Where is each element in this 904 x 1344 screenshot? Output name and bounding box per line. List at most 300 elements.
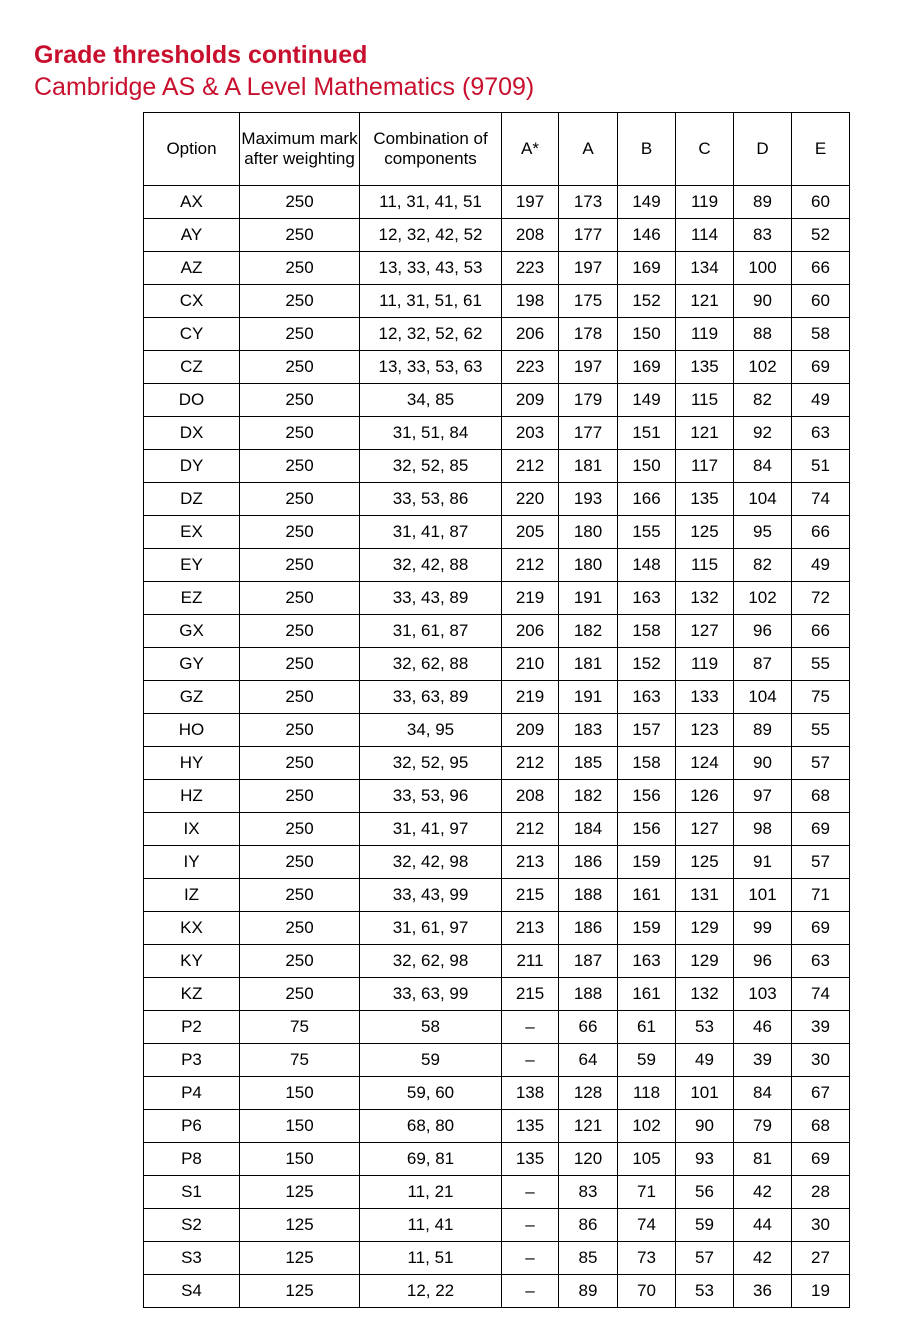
d-cell: 89	[734, 714, 792, 747]
max-mark-cell: 250	[240, 285, 360, 318]
e-cell: 66	[792, 252, 850, 285]
b-cell: 169	[618, 252, 676, 285]
c-cell: 119	[676, 648, 734, 681]
a-star-cell: –	[502, 1044, 559, 1077]
option-cell: P6	[144, 1110, 240, 1143]
e-cell: 60	[792, 285, 850, 318]
option-cell: GZ	[144, 681, 240, 714]
max-mark-cell: 250	[240, 945, 360, 978]
header-grade-a: A	[559, 113, 618, 186]
table-row	[144, 1011, 850, 1044]
a-star-cell: 211	[502, 945, 559, 978]
table-row	[144, 912, 850, 945]
combination-cell: 12, 32, 42, 52	[360, 219, 502, 252]
a-star-cell: 219	[502, 582, 559, 615]
table-row	[144, 285, 850, 318]
table-header-row	[144, 113, 850, 186]
option-cell: EZ	[144, 582, 240, 615]
d-cell: 96	[734, 615, 792, 648]
a-star-cell: 219	[502, 681, 559, 714]
a-star-cell: 208	[502, 780, 559, 813]
d-cell: 103	[734, 978, 792, 1011]
a-star-cell: –	[502, 1242, 559, 1275]
b-cell: 148	[618, 549, 676, 582]
a-cell: 128	[559, 1077, 618, 1110]
d-cell: 88	[734, 318, 792, 351]
d-cell: 96	[734, 945, 792, 978]
b-cell: 159	[618, 846, 676, 879]
a-star-cell: 206	[502, 318, 559, 351]
d-cell: 46	[734, 1011, 792, 1044]
max-mark-cell: 250	[240, 681, 360, 714]
b-cell: 118	[618, 1077, 676, 1110]
d-cell: 87	[734, 648, 792, 681]
table-row	[144, 351, 850, 384]
e-cell: 74	[792, 483, 850, 516]
table-row	[144, 549, 850, 582]
a-star-cell: 209	[502, 714, 559, 747]
a-cell: 173	[559, 186, 618, 219]
e-cell: 55	[792, 648, 850, 681]
a-star-cell: 203	[502, 417, 559, 450]
b-cell: 157	[618, 714, 676, 747]
max-mark-cell: 250	[240, 351, 360, 384]
a-cell: 193	[559, 483, 618, 516]
a-cell: 175	[559, 285, 618, 318]
combination-cell: 13, 33, 53, 63	[360, 351, 502, 384]
option-cell: EY	[144, 549, 240, 582]
c-cell: 114	[676, 219, 734, 252]
header-grade-a-star: A*	[502, 113, 559, 186]
c-cell: 129	[676, 912, 734, 945]
d-cell: 82	[734, 384, 792, 417]
e-cell: 69	[792, 351, 850, 384]
c-cell: 115	[676, 549, 734, 582]
a-star-cell: 223	[502, 351, 559, 384]
max-mark-cell: 250	[240, 417, 360, 450]
e-cell: 30	[792, 1209, 850, 1242]
b-cell: 161	[618, 978, 676, 1011]
combination-cell: 13, 33, 43, 53	[360, 252, 502, 285]
c-cell: 121	[676, 417, 734, 450]
a-cell: 184	[559, 813, 618, 846]
a-cell: 179	[559, 384, 618, 417]
option-cell: DY	[144, 450, 240, 483]
option-cell: IY	[144, 846, 240, 879]
e-cell: 19	[792, 1275, 850, 1308]
table-row	[144, 483, 850, 516]
d-cell: 42	[734, 1242, 792, 1275]
combination-cell: 11, 31, 51, 61	[360, 285, 502, 318]
option-cell: KX	[144, 912, 240, 945]
a-star-cell: 212	[502, 813, 559, 846]
a-star-cell: 212	[502, 549, 559, 582]
e-cell: 39	[792, 1011, 850, 1044]
c-cell: 56	[676, 1176, 734, 1209]
a-star-cell: 223	[502, 252, 559, 285]
option-cell: S3	[144, 1242, 240, 1275]
a-cell: 187	[559, 945, 618, 978]
e-cell: 72	[792, 582, 850, 615]
combination-cell: 33, 53, 96	[360, 780, 502, 813]
a-cell: 191	[559, 582, 618, 615]
combination-cell: 34, 95	[360, 714, 502, 747]
d-cell: 83	[734, 219, 792, 252]
b-cell: 61	[618, 1011, 676, 1044]
option-cell: HZ	[144, 780, 240, 813]
e-cell: 49	[792, 549, 850, 582]
combination-cell: 12, 22	[360, 1275, 502, 1308]
combination-cell: 32, 62, 88	[360, 648, 502, 681]
max-mark-cell: 250	[240, 516, 360, 549]
b-cell: 146	[618, 219, 676, 252]
c-cell: 132	[676, 582, 734, 615]
b-cell: 105	[618, 1143, 676, 1176]
table-row	[144, 879, 850, 912]
b-cell: 102	[618, 1110, 676, 1143]
a-star-cell: 135	[502, 1110, 559, 1143]
option-cell: GY	[144, 648, 240, 681]
option-cell: AZ	[144, 252, 240, 285]
b-cell: 70	[618, 1275, 676, 1308]
table-row	[144, 186, 850, 219]
table-row	[144, 648, 850, 681]
c-cell: 101	[676, 1077, 734, 1110]
header-grade-d: D	[734, 113, 792, 186]
a-cell: 89	[559, 1275, 618, 1308]
c-cell: 117	[676, 450, 734, 483]
a-star-cell: –	[502, 1209, 559, 1242]
b-cell: 152	[618, 648, 676, 681]
c-cell: 127	[676, 813, 734, 846]
d-cell: 101	[734, 879, 792, 912]
b-cell: 73	[618, 1242, 676, 1275]
a-star-cell: 197	[502, 186, 559, 219]
table-row	[144, 1077, 850, 1110]
combination-cell: 33, 63, 99	[360, 978, 502, 1011]
b-cell: 151	[618, 417, 676, 450]
b-cell: 158	[618, 747, 676, 780]
d-cell: 97	[734, 780, 792, 813]
combination-cell: 33, 53, 86	[360, 483, 502, 516]
b-cell: 163	[618, 582, 676, 615]
e-cell: 49	[792, 384, 850, 417]
option-cell: HO	[144, 714, 240, 747]
combination-cell: 32, 52, 95	[360, 747, 502, 780]
a-star-cell: –	[502, 1176, 559, 1209]
option-cell: AX	[144, 186, 240, 219]
d-cell: 84	[734, 1077, 792, 1110]
a-star-cell: 215	[502, 978, 559, 1011]
combination-cell: 59	[360, 1044, 502, 1077]
e-cell: 51	[792, 450, 850, 483]
option-cell: P2	[144, 1011, 240, 1044]
a-cell: 121	[559, 1110, 618, 1143]
header-grade-c: C	[676, 113, 734, 186]
option-cell: DZ	[144, 483, 240, 516]
d-cell: 92	[734, 417, 792, 450]
e-cell: 68	[792, 1110, 850, 1143]
combination-cell: 31, 61, 87	[360, 615, 502, 648]
a-cell: 64	[559, 1044, 618, 1077]
header-maximum-mark: Maximum mark after weighting	[240, 113, 360, 186]
max-mark-cell: 250	[240, 450, 360, 483]
c-cell: 126	[676, 780, 734, 813]
max-mark-cell: 150	[240, 1143, 360, 1176]
c-cell: 123	[676, 714, 734, 747]
max-mark-cell: 250	[240, 318, 360, 351]
c-cell: 124	[676, 747, 734, 780]
b-cell: 166	[618, 483, 676, 516]
table-row	[144, 318, 850, 351]
table-row	[144, 714, 850, 747]
table-row	[144, 615, 850, 648]
table-row	[144, 417, 850, 450]
e-cell: 63	[792, 945, 850, 978]
c-cell: 57	[676, 1242, 734, 1275]
combination-cell: 31, 61, 97	[360, 912, 502, 945]
max-mark-cell: 250	[240, 615, 360, 648]
option-cell: IZ	[144, 879, 240, 912]
d-cell: 84	[734, 450, 792, 483]
option-cell: KY	[144, 945, 240, 978]
a-star-cell: 206	[502, 615, 559, 648]
combination-cell: 11, 51	[360, 1242, 502, 1275]
d-cell: 99	[734, 912, 792, 945]
a-cell: 182	[559, 780, 618, 813]
table-row	[144, 681, 850, 714]
b-cell: 150	[618, 318, 676, 351]
max-mark-cell: 125	[240, 1209, 360, 1242]
b-cell: 71	[618, 1176, 676, 1209]
a-star-cell: 212	[502, 450, 559, 483]
table-row	[144, 747, 850, 780]
e-cell: 55	[792, 714, 850, 747]
c-cell: 131	[676, 879, 734, 912]
a-star-cell: 213	[502, 846, 559, 879]
option-cell: P4	[144, 1077, 240, 1110]
d-cell: 100	[734, 252, 792, 285]
table-row	[144, 582, 850, 615]
a-cell: 178	[559, 318, 618, 351]
e-cell: 74	[792, 978, 850, 1011]
d-cell: 81	[734, 1143, 792, 1176]
table-row	[144, 1044, 850, 1077]
a-cell: 188	[559, 879, 618, 912]
max-mark-cell: 250	[240, 252, 360, 285]
max-mark-cell: 125	[240, 1176, 360, 1209]
max-mark-cell: 250	[240, 912, 360, 945]
d-cell: 98	[734, 813, 792, 846]
b-cell: 169	[618, 351, 676, 384]
d-cell: 102	[734, 351, 792, 384]
c-cell: 119	[676, 186, 734, 219]
e-cell: 75	[792, 681, 850, 714]
table-row	[144, 1143, 850, 1176]
max-mark-cell: 250	[240, 384, 360, 417]
e-cell: 66	[792, 615, 850, 648]
a-cell: 181	[559, 648, 618, 681]
a-cell: 197	[559, 252, 618, 285]
d-cell: 104	[734, 681, 792, 714]
a-cell: 86	[559, 1209, 618, 1242]
e-cell: 57	[792, 747, 850, 780]
max-mark-cell: 250	[240, 879, 360, 912]
e-cell: 60	[792, 186, 850, 219]
combination-cell: 31, 51, 84	[360, 417, 502, 450]
combination-cell: 31, 41, 97	[360, 813, 502, 846]
grade-thresholds-table	[143, 112, 850, 1308]
option-cell: GX	[144, 615, 240, 648]
e-cell: 69	[792, 1143, 850, 1176]
a-star-cell: –	[502, 1011, 559, 1044]
option-cell: AY	[144, 219, 240, 252]
a-star-cell: 220	[502, 483, 559, 516]
c-cell: 127	[676, 615, 734, 648]
a-cell: 85	[559, 1242, 618, 1275]
c-cell: 53	[676, 1275, 734, 1308]
b-cell: 156	[618, 813, 676, 846]
table-row	[144, 516, 850, 549]
d-cell: 44	[734, 1209, 792, 1242]
d-cell: 91	[734, 846, 792, 879]
d-cell: 102	[734, 582, 792, 615]
a-cell: 180	[559, 549, 618, 582]
a-cell: 182	[559, 615, 618, 648]
a-cell: 188	[559, 978, 618, 1011]
combination-cell: 32, 42, 88	[360, 549, 502, 582]
c-cell: 133	[676, 681, 734, 714]
max-mark-cell: 250	[240, 747, 360, 780]
max-mark-cell: 250	[240, 582, 360, 615]
table-row	[144, 1242, 850, 1275]
combination-cell: 11, 21	[360, 1176, 502, 1209]
option-cell: EX	[144, 516, 240, 549]
c-cell: 135	[676, 483, 734, 516]
option-cell: IX	[144, 813, 240, 846]
a-star-cell: 208	[502, 219, 559, 252]
a-cell: 185	[559, 747, 618, 780]
a-cell: 177	[559, 417, 618, 450]
d-cell: 104	[734, 483, 792, 516]
max-mark-cell: 250	[240, 648, 360, 681]
option-cell: HY	[144, 747, 240, 780]
table-row	[144, 780, 850, 813]
combination-cell: 32, 52, 85	[360, 450, 502, 483]
max-mark-cell: 250	[240, 186, 360, 219]
c-cell: 121	[676, 285, 734, 318]
table-row	[144, 252, 850, 285]
a-star-cell: 213	[502, 912, 559, 945]
d-cell: 42	[734, 1176, 792, 1209]
max-mark-cell: 150	[240, 1077, 360, 1110]
a-star-cell: 198	[502, 285, 559, 318]
table-row	[144, 1209, 850, 1242]
c-cell: 93	[676, 1143, 734, 1176]
table-row	[144, 813, 850, 846]
e-cell: 68	[792, 780, 850, 813]
table-row	[144, 384, 850, 417]
table-row	[144, 219, 850, 252]
c-cell: 90	[676, 1110, 734, 1143]
combination-cell: 12, 32, 52, 62	[360, 318, 502, 351]
table-row	[144, 1275, 850, 1308]
option-cell: P8	[144, 1143, 240, 1176]
a-star-cell: 210	[502, 648, 559, 681]
e-cell: 27	[792, 1242, 850, 1275]
a-star-cell: 138	[502, 1077, 559, 1110]
c-cell: 125	[676, 846, 734, 879]
d-cell: 90	[734, 747, 792, 780]
d-cell: 90	[734, 285, 792, 318]
combination-cell: 68, 80	[360, 1110, 502, 1143]
option-cell: KZ	[144, 978, 240, 1011]
option-cell: S2	[144, 1209, 240, 1242]
combination-cell: 33, 43, 89	[360, 582, 502, 615]
b-cell: 149	[618, 384, 676, 417]
a-cell: 186	[559, 846, 618, 879]
max-mark-cell: 150	[240, 1110, 360, 1143]
combination-cell: 34, 85	[360, 384, 502, 417]
d-cell: 39	[734, 1044, 792, 1077]
max-mark-cell: 250	[240, 219, 360, 252]
table-row	[144, 978, 850, 1011]
b-cell: 155	[618, 516, 676, 549]
d-cell: 95	[734, 516, 792, 549]
combination-cell: 69, 81	[360, 1143, 502, 1176]
max-mark-cell: 250	[240, 813, 360, 846]
b-cell: 158	[618, 615, 676, 648]
e-cell: 67	[792, 1077, 850, 1110]
d-cell: 82	[734, 549, 792, 582]
b-cell: 150	[618, 450, 676, 483]
option-cell: S1	[144, 1176, 240, 1209]
combination-cell: 11, 31, 41, 51	[360, 186, 502, 219]
combination-cell: 11, 41	[360, 1209, 502, 1242]
combination-cell: 32, 42, 98	[360, 846, 502, 879]
b-cell: 74	[618, 1209, 676, 1242]
combination-cell: 58	[360, 1011, 502, 1044]
c-cell: 49	[676, 1044, 734, 1077]
table-row	[144, 945, 850, 978]
a-cell: 180	[559, 516, 618, 549]
b-cell: 59	[618, 1044, 676, 1077]
d-cell: 89	[734, 186, 792, 219]
max-mark-cell: 125	[240, 1275, 360, 1308]
option-cell: CY	[144, 318, 240, 351]
e-cell: 52	[792, 219, 850, 252]
option-cell: S4	[144, 1275, 240, 1308]
d-cell: 36	[734, 1275, 792, 1308]
table-row	[144, 1110, 850, 1143]
max-mark-cell: 250	[240, 846, 360, 879]
e-cell: 69	[792, 813, 850, 846]
c-cell: 129	[676, 945, 734, 978]
e-cell: 57	[792, 846, 850, 879]
page-title: Grade thresholds continued	[34, 41, 368, 69]
a-star-cell: 215	[502, 879, 559, 912]
max-mark-cell: 75	[240, 1044, 360, 1077]
header-grade-e: E	[792, 113, 850, 186]
e-cell: 63	[792, 417, 850, 450]
b-cell: 163	[618, 681, 676, 714]
max-mark-cell: 250	[240, 549, 360, 582]
c-cell: 59	[676, 1209, 734, 1242]
e-cell: 71	[792, 879, 850, 912]
max-mark-cell: 250	[240, 978, 360, 1011]
c-cell: 132	[676, 978, 734, 1011]
b-cell: 152	[618, 285, 676, 318]
